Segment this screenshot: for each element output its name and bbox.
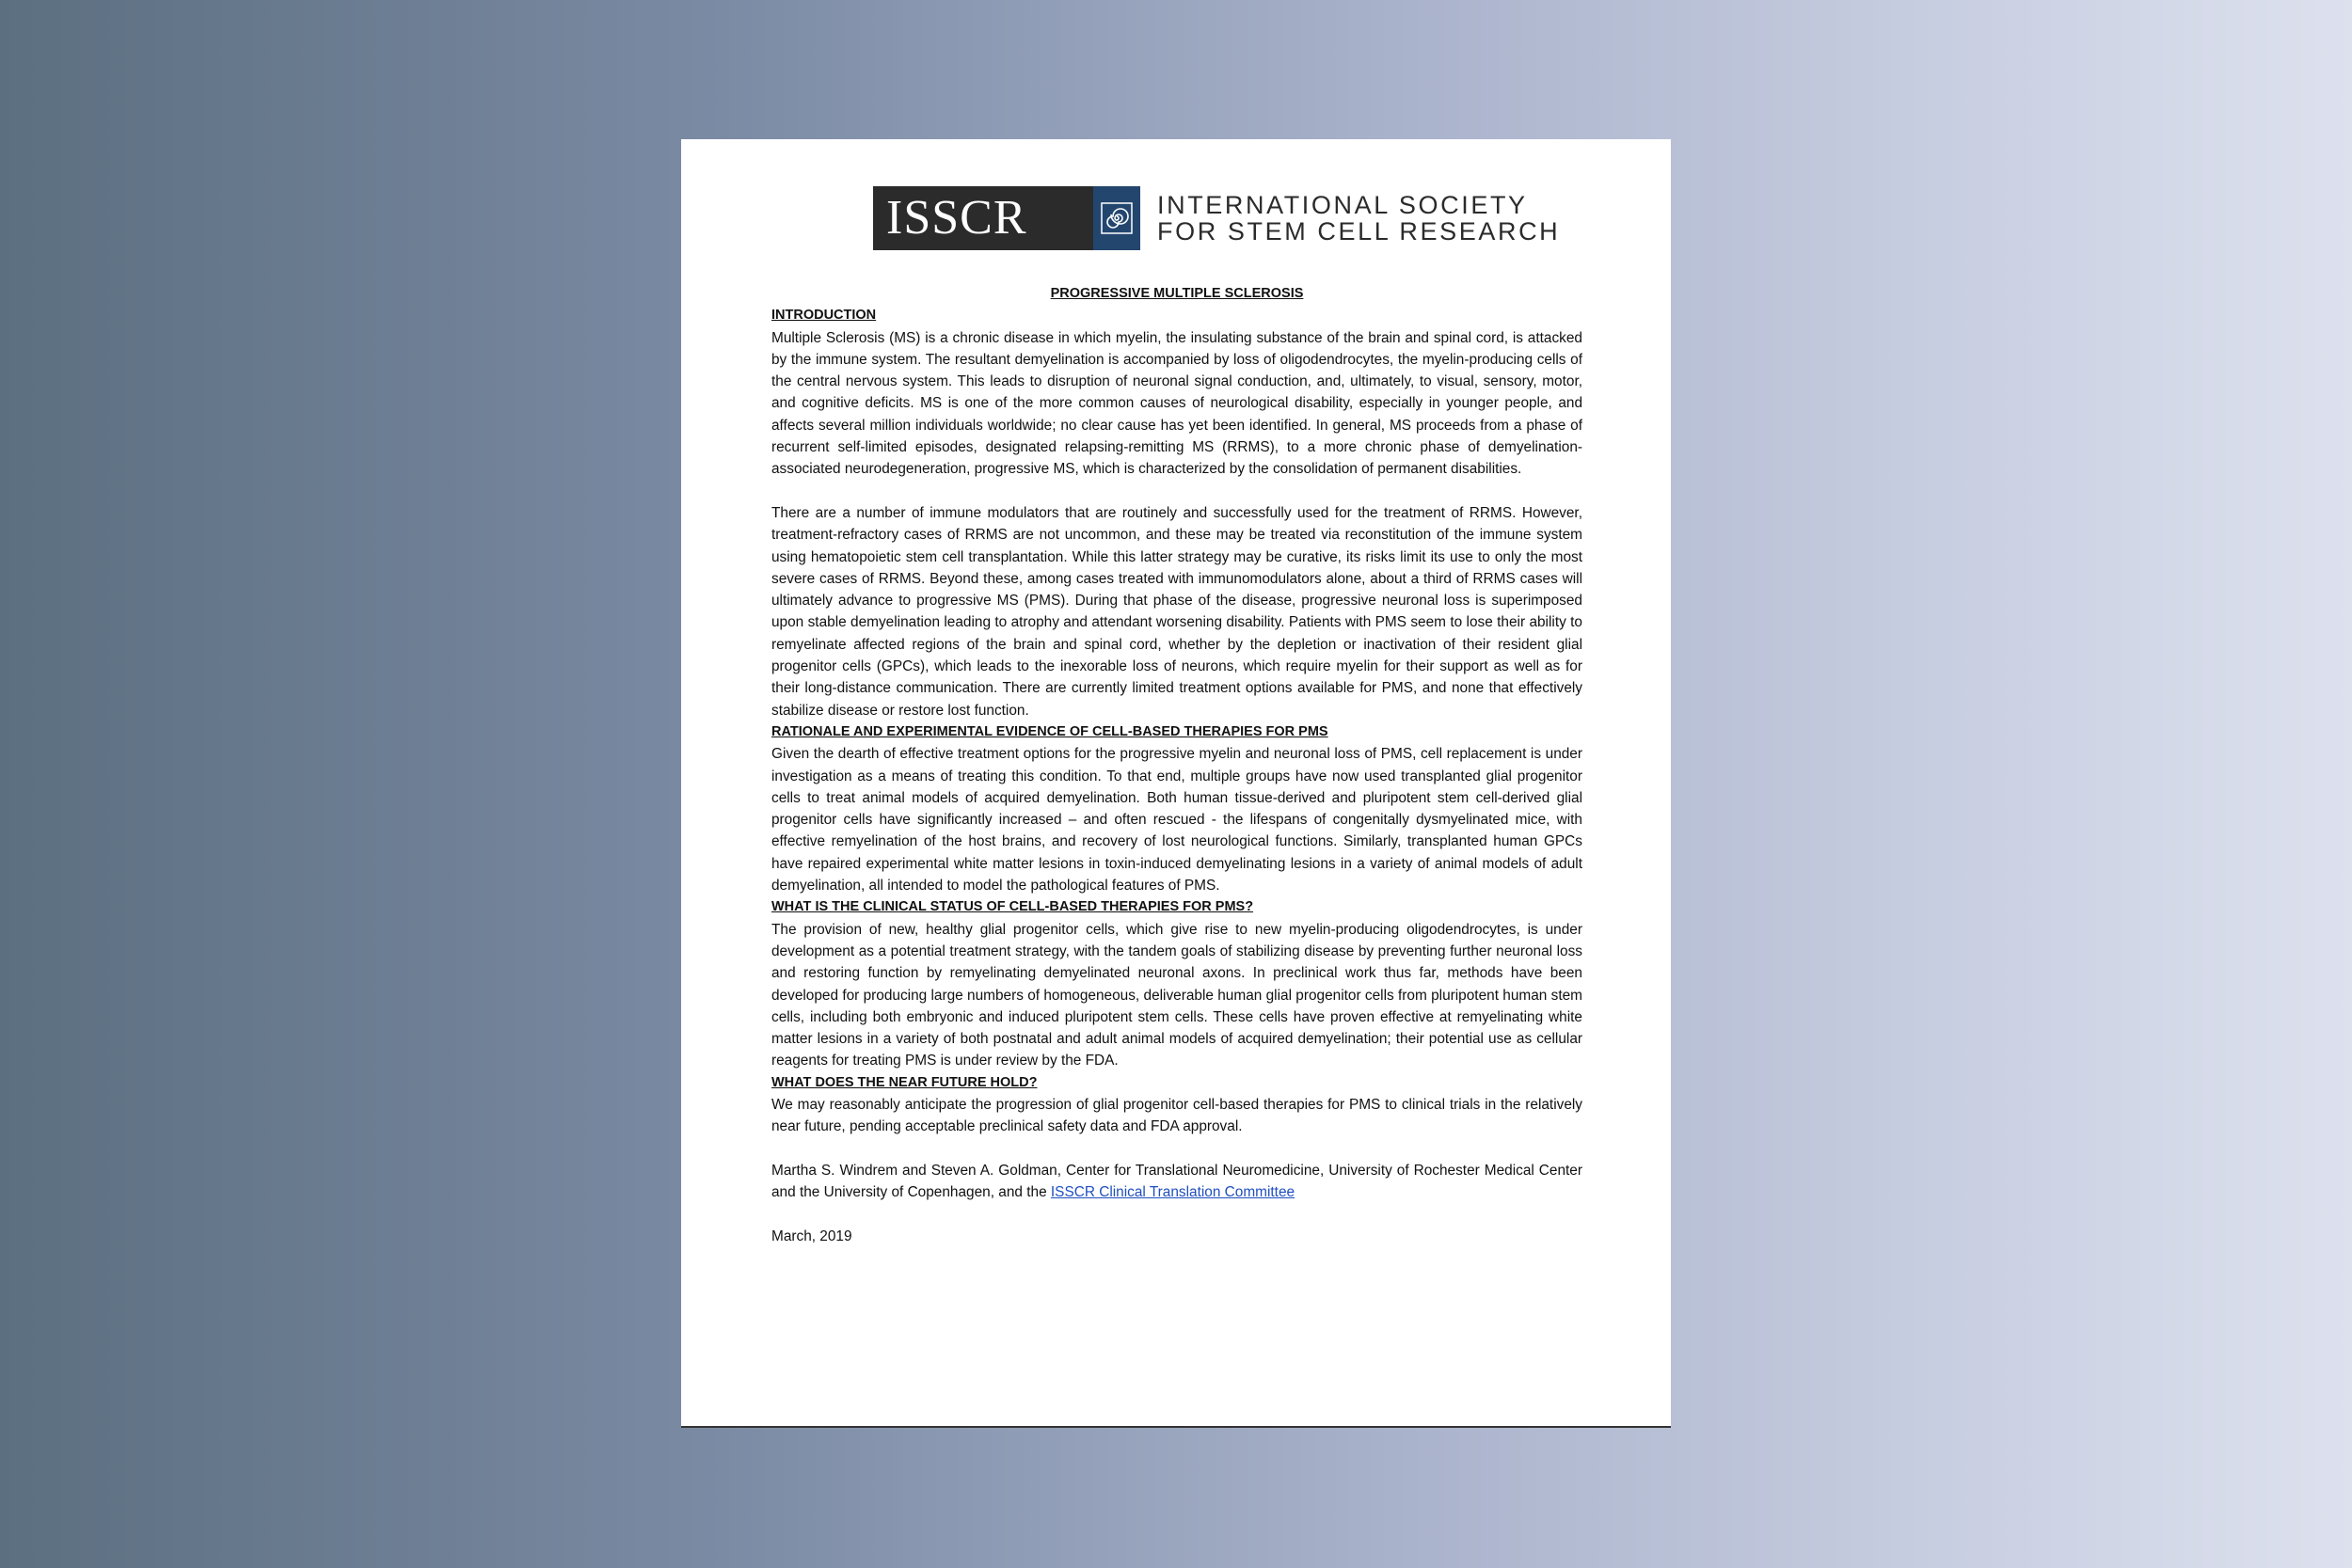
committee-link[interactable]: ISSCR Clinical Translation Committee (1050, 1184, 1295, 1201)
near-future-paragraph: We may reasonably anticipate the progression of glial progenitor cell-based therapies for PMS to clinical trials in the relatively near future, pending acceptable preclinical safety data and FDA approval. (771, 1096, 1582, 1135)
logo-acronym: ISSCR (886, 191, 1027, 245)
paragraph-gap (771, 481, 1582, 502)
society-name-line1: INTERNATIONAL SOCIETY (1157, 191, 1528, 219)
spiral-icon (1101, 202, 1133, 234)
introduction-paragraph-2: There are a number of immune modulators that are routinely and successfully used for the treatment of RRMS. However, treatment-refractory cases of RRMS are not uncommon, and these may be treated via reconstitution of the immune system using hematopoietic stem cell transplantation. While this latter strategy may be curative, its risks limit its use to only the most severe cases of RRMS. Beyond these, among cases treated with immunomodulators alone, about a third of RRMS cases will ultimately advance to progressive MS (PMS). During that phase of the disease, progressive neuronal loss is superimposed upon stable demyelination leading to atrophy and attendant worsening disability. Patients with PMS seem to lose their ability to remyelinate affected regions of the brain and spinal cord, whether by the depletion or inactivation of their resident glial progenitor cells (GPCs), which leads to the inexorable loss of neurons, which require myelin for their support as well as for their long-distance communication. There are currently limited treatment options available for PMS, and none that effectively stabilize disease or restore lost function. (771, 504, 1582, 719)
isscr-header (873, 186, 1560, 250)
introduction-heading: INTRODUCTION (771, 308, 877, 324)
paragraph-gap (771, 1138, 1582, 1160)
document-date: March, 2019 (771, 1227, 852, 1244)
introduction-paragraph-1: Multiple Sclerosis (MS) is a chronic disease in which myelin, the insulating substance of the brain and spinal cord, is attacked by the immune system. The resultant demyelination is accompanied by loss of oligodendrocytes, the myelin-producing cells of the central nervous system. This leads to disruption of neuronal signal conduction, and, ultimately, to visual, sensory, motor, and cognitive deficits. MS is one of the more common causes of neurological disability, especially in younger people, and affects several million individuals worldwide; no clear cause has yet been identified. In general, MS proceeds from a phase of recurrent self-limited episodes, designated relapsing-remitting MS (RRMS), to a more chronic phase of demyelination-associated neurodegeneration, progressive MS, which is characterized by the consolidation of permanent disabilities. (771, 329, 1582, 478)
rationale-heading: RATIONALE AND EXPERIMENTAL EVIDENCE OF CELL-BASED THERAPIES FOR PMS (771, 723, 1328, 739)
authors-paragraph (771, 1160, 1582, 1204)
isscr-logo (873, 186, 1093, 250)
spiral-emblem-icon (1093, 186, 1140, 250)
society-name (1157, 192, 1560, 245)
authors-text: Martha S. Windrem and Steven A. Goldman, Center for Translational Neuromedicine, University of Rochester Medical Center and the University of Copenhagen, and the (771, 1162, 1582, 1201)
paragraph-gap (771, 1203, 1582, 1225)
clinical-status-heading: WHAT IS THE CLINICAL STATUS OF CELL-BASED THERAPIES FOR PMS? (771, 899, 1254, 915)
society-name-line2: FOR STEM CELL RESEARCH (1157, 217, 1561, 245)
document-title: PROGRESSIVE MULTIPLE SCLEROSIS (1050, 286, 1304, 301)
clinical-status-paragraph: The provision of new, healthy glial progenitor cells, which give rise to new myelin-producing oligodendrocytes, is under development as a potential treatment strategy, with the tandem goals of stabilizing disease by preventing further neuronal loss and restoring function by remyelinating demyelinated neuronal axons. In preclinical work thus far, methods have been developed for producing large numbers of homogeneous, deliverable human glial progenitor cells from pluripotent human stem cells, including both embryonic and induced pluripotent stem cells. These cells have proven effective at remyelinating white matter lesions in a variety of both postnatal and adult animal models of acquired demyelination; their potential use as cellular reagents for treating PMS is under review by the FDA. (771, 921, 1582, 1069)
document-page (681, 139, 1671, 1426)
rationale-paragraph: Given the dearth of effective treatment options for the progressive myelin and neuronal loss of PMS, cell replacement is under investigation as a means of treating this condition. To that end, multiple groups have now used transplanted glial progenitor cells to treat animal models of acquired demyelination. Both human tissue-derived and pluripotent stem cell-derived glial progenitor cells have significantly increased – and often rescued - the lifespans of congenitally dysmyelinated mice, with effective remyelination of the host brains, and recovery of lost neurological functions. Similarly, transplanted human GPCs have repaired experimental white matter lesions in toxin-induced demyelinating lesions in a variety of animal models of adult demyelination, all intended to model the pathological features of PMS. (771, 746, 1582, 895)
document-body (771, 283, 1582, 1247)
near-future-heading: WHAT DOES THE NEAR FUTURE HOLD? (771, 1074, 1038, 1090)
